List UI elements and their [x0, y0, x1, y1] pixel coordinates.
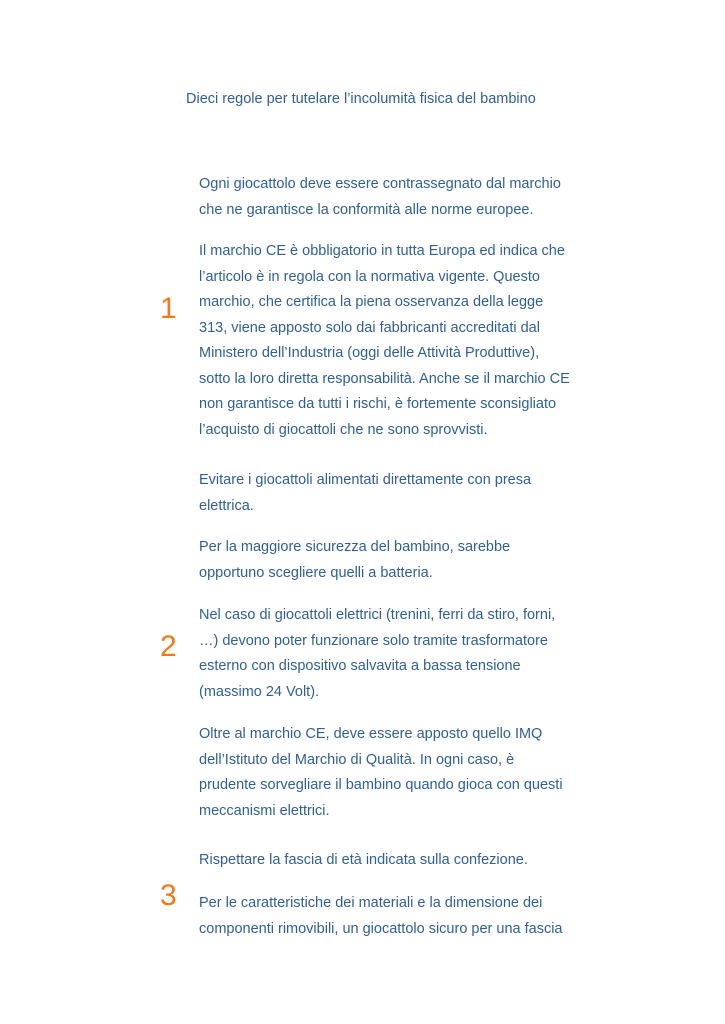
text-line: Rispettare la fascia di età indicata sulla confezione.: [199, 852, 528, 868]
text-line: esterno con dispositivo salvavita a bassa tensione: [199, 658, 521, 674]
rule-paragraph: [199, 891, 599, 942]
rule-paragraph: [199, 535, 599, 586]
text-line: sotto la loro diretta responsabilità. Anche se il marchio CE: [199, 370, 570, 387]
rule-paragraph: [199, 848, 599, 874]
rule-paragraph: [199, 722, 599, 824]
rule-number: 1: [160, 292, 177, 325]
text-line: non garantisce da tutti i rischi, è fortemente sconsigliato: [199, 396, 557, 412]
text-line: marchio, che certifica la piena osservanza della legge: [199, 294, 544, 310]
text-line: Per la maggiore sicurezza del bambino, sarebbe: [199, 539, 511, 555]
text-line: che ne garantisce la conformità alle norme europee.: [199, 201, 534, 218]
rule-paragraph: [199, 172, 599, 223]
text-line: meccanismi elettrici.: [199, 802, 330, 819]
rule-number: 3: [160, 879, 177, 912]
text-line: Per le caratteristiche dei materiali e la dimensione dei: [199, 895, 543, 911]
text-line: Evitare i giocattoli alimentati direttamente con presa: [199, 472, 532, 488]
text-line: l’articolo è in regola con la normativa vigente. Questo: [199, 268, 540, 285]
text-line: (massimo 24 Volt).: [199, 683, 320, 700]
text-line: prudente sorvegliare il bambino quando gioca con questi: [199, 777, 563, 793]
text-line: Ogni giocattolo deve essere contrassegnato dal marchio: [199, 176, 561, 192]
text-line: …) devono poter funzionare solo tramite trasformatore: [199, 632, 548, 649]
text-line: Oltre al marchio CE, deve essere apposto quello IMQ: [199, 726, 543, 742]
text-line: elettrica.: [199, 497, 254, 514]
rule-paragraph: [199, 603, 599, 705]
text-line: opportuno scegliere quelli a batteria.: [199, 564, 433, 581]
text-line: componenti rimovibili, un giocattolo sicuro per una fascia: [199, 920, 563, 937]
rule-number: 2: [160, 630, 177, 663]
document-title: Dieci regole per tutelare l’incolumità fisica del bambino: [186, 91, 536, 107]
rule-paragraph: [199, 239, 599, 443]
rule-paragraph: [199, 468, 599, 519]
text-line: 313, viene apposto solo dai fabbricanti accreditati dal: [199, 319, 540, 336]
text-line: Ministero dell’Industria (oggi delle Attività Produttive),: [199, 345, 540, 361]
text-line: Nel caso di giocattoli elettrici (trenini, ferri da stiro, forni,: [199, 607, 556, 623]
text-line: Il marchio CE è obbligatorio in tutta Europa ed indica che: [199, 243, 565, 259]
text-line: dell’Istituto del Marchio di Qualità. In ogni caso, è: [199, 751, 515, 768]
text-line: l’acquisto di giocattoli che ne sono sprovvisti.: [199, 421, 488, 438]
